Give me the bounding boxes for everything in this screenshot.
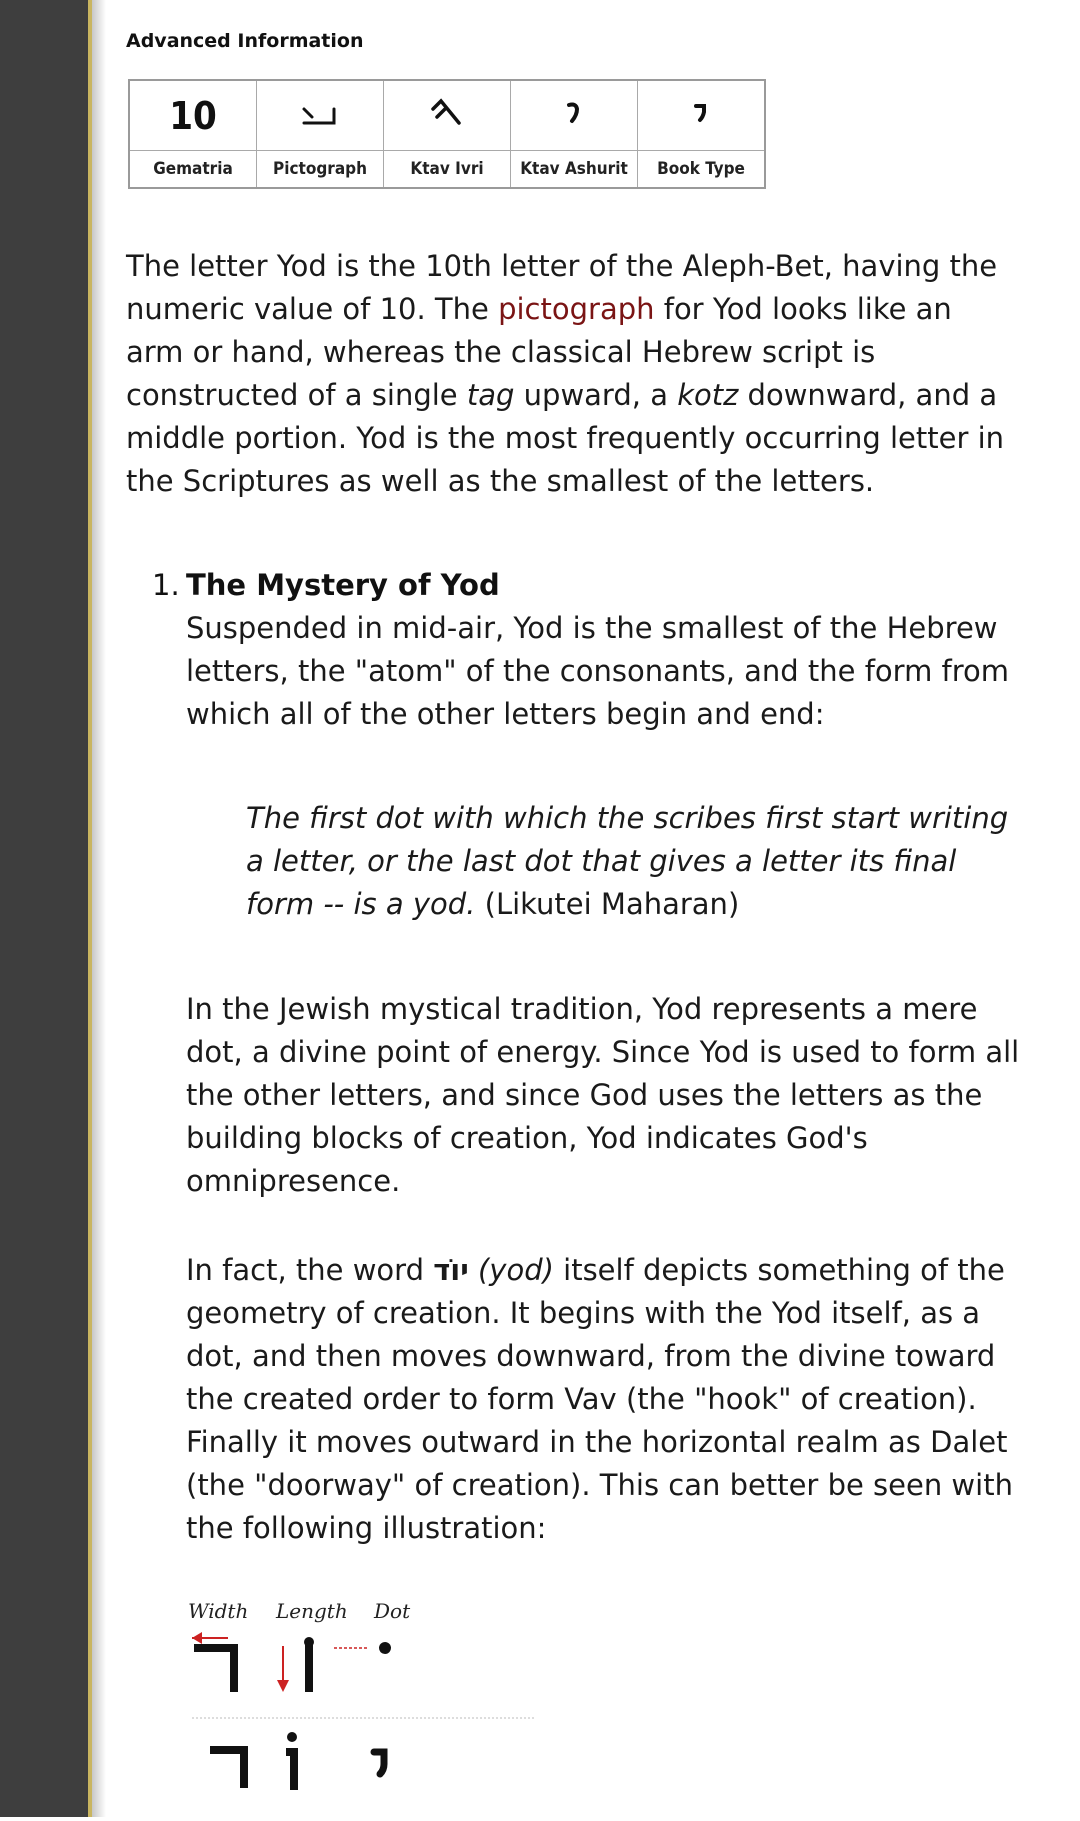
dot-icon	[379, 1642, 391, 1654]
pictograph-arm-icon	[300, 99, 340, 129]
label-ktav-ashurit: Ktav Ashurit	[511, 151, 638, 189]
ktav-ivri-glyph	[384, 80, 511, 151]
quote-text: The first dot with which the scribes first start writing a letter, or the last dot that gives a letter its final form -- is a yod.	[246, 801, 1009, 921]
label-gematria: Gematria	[129, 151, 257, 189]
book-type-yod-icon	[691, 99, 711, 129]
section-title: The Mystery of Yod	[186, 568, 500, 602]
pictograph-glyph	[257, 80, 384, 151]
label-width: Width	[188, 1599, 249, 1623]
ktav-ivri-icon	[427, 95, 467, 129]
hebrew-word-yod: יוֹד	[433, 1253, 469, 1287]
intro-paragraph: The letter Yod is the 10th letter of the Aleph-Bet, having the numeric value of 10. The pictograph for Yod looks like an arm or hand, whereas the classical Hebrew script is constructed of a single tag upward, a kotz downward, and a middle portion. Yod is the most frequently occurring letter in the Scriptures as well as the smallest of the letters.	[126, 249, 1005, 498]
list-number: 1.	[152, 568, 180, 602]
left-sidebar-rail	[0, 0, 92, 1817]
label-book-type: Book Type	[638, 151, 766, 189]
ktav-ashurit-yod-icon	[564, 99, 584, 129]
gematria-value: 10	[129, 80, 257, 151]
length-arrowhead-icon	[277, 1680, 289, 1692]
pictograph-link[interactable]: pictograph	[498, 292, 655, 326]
quote-source: (Likutei Maharan)	[475, 887, 740, 921]
ktav-ashurit-glyph	[511, 80, 638, 151]
section-paragraph-3: In fact, the word יוֹד (yod) itself depicts something of the geometry of creation. It begins with the Yod itself, as a dot, and then moves downward, from the divine toward the created order to form Vav (the "hook" of creation). Finally it moves outward in the horizontal realm as Dalet (the "doorway" of creation). This can better be seen with the following illustration:	[186, 1253, 1013, 1545]
section-paragraph-2: In the Jewish mystical tradition, Yod represents a mere dot, a divine point of energy. Since Yod is used to form all the other letters, and since God uses the letters as the building blocks of creation, Yod indicates God's omnipresence.	[186, 992, 1020, 1198]
section-paragraph-1: Suspended in mid-air, Yod is the smallest of the Hebrew letters, the "atom" of the consonants, and the form from which all of the other letters begin and end:	[186, 611, 1010, 731]
width-arrowhead-icon	[192, 1632, 202, 1644]
yod-geometry-illustration	[184, 1590, 544, 1817]
blockquote	[246, 797, 1026, 926]
advanced-information-heading: Advanced Information	[126, 30, 364, 52]
label-pictograph: Pictograph	[257, 151, 384, 189]
vav-letter-icon	[286, 1752, 294, 1790]
dalet-letter-icon	[210, 1750, 244, 1788]
rail-shadow	[92, 0, 106, 1817]
label-length: Length	[276, 1599, 348, 1623]
label-ktav-ivri: Ktav Ivri	[384, 151, 511, 189]
book-type-glyph	[638, 80, 766, 151]
dalet-stroke-icon	[194, 1648, 234, 1692]
vav-top-dot-icon	[304, 1637, 314, 1647]
illustration-svg	[184, 1590, 544, 1817]
label-dot: Dot	[374, 1599, 411, 1623]
yod-letter-icon	[374, 1752, 384, 1774]
holam-dot-icon	[287, 1732, 297, 1742]
letter-info-table	[128, 79, 766, 189]
